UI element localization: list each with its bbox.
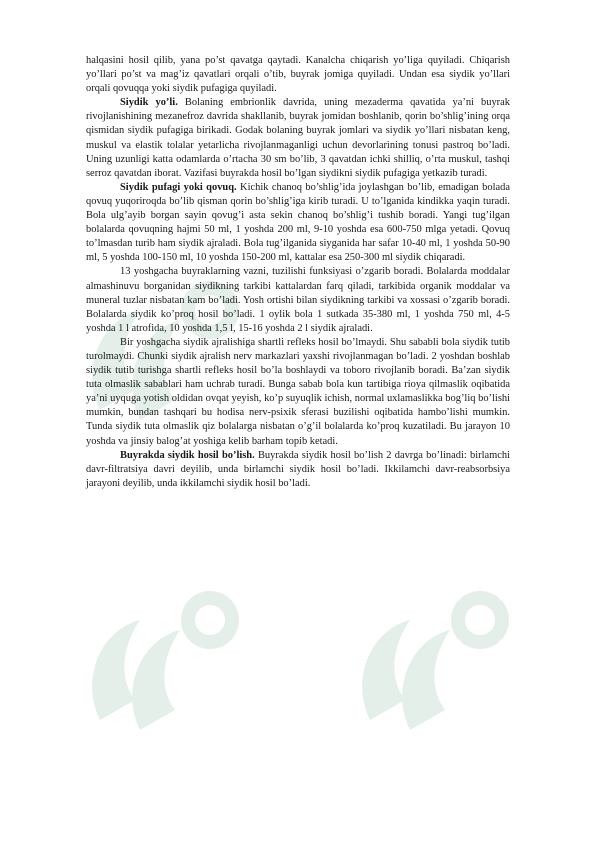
paragraph-text: 13 yoshgacha buyraklarning vazni, tuzilishi funksiyasi o’zgarib boradi. Bolalarda moddalar almashinuvu borganidan siydikning tarkibi kattalardan farq qiladi, tarkibida organik moddalar va muneral tuzlar nisbatan kam bo’ladi. Yosh ortishi bilan siydikning tarkibi va xossasi o’zgarib boradi. Bolalarda siydik ko’proq hosil bo’ladi. 1 oylik bola 1 sutkada 35-380 ml, 1 yoshda 750 ml, 4-5 yoshda 1 l atrofida, 10 yoshda 1,5 l, 15-16 yoshda 2 l siydik ajraladi. — [86, 266, 510, 334]
paragraph-text: Kichik chanoq bo’shlig’ida joylashgan bo’lib, emadigan bolada qovuq yuqoriroqda bo’lib qisman qorin bo’shlig’iga kirib turadi. U to’lganida kindikka yaqin turadi. Bola ulg’ayib borgan sayin qovug’i asta sekin chanoq bo’shlig’i tushib boradi. Yangi tug’ilgan bolalarda qovuqning hajmi 50 ml, 1 yoshda 200 ml, 9-10 yoshda esa 600-750 mlga yetadi. Qovuq to’lmasdan turib ham siydik ajraladi. Bola tug’ilganida siyganida har safar 10-40 ml, 1 yoshda 50-90 ml, 5 yoshda 100-150 ml, 10 yoshda 150-200 ml, kattalar esa 250-300 ml siydik chiqaradi. — [86, 181, 510, 264]
paragraph-text: Bolaning embrionlik davrida, uning mezaderma qavatida ya’ni buyrak rivojlanishining mezanefroz davrida shakllanib, buyrak jomidan boshlanib, qorin bo’shlig’ining orqa qismidan siydik pufagiga birikadi. Godak bolaning buyrak jomlari va siydik yo’llari nisbatan keng, muskul va elastik tolalar yetarlicha rivojlanmaganligi uchun devorlarining tonusi pastroq bo’ladi. Uning uzunligi katta odamlarda o’rtacha 30 sm bo’lib, 3 qavatdan ichki shilliq, o’rta muskul, tashqi serroz qavatdan iborat. Vazifasi buyrakda hosil bo’lgan siydikni siydik pufagiga yetkazib turadi. — [86, 97, 510, 179]
paragraph-text: Buyrakda siydik hosil bo’lish 2 davrga bo’linadi: birlamchi davr-filtratsiya davri deyilib, unda birlamchi siydik hosil bo’ladi. Ikkilamchi davr-reabsorbsiya jarayoni deyilib, unda ikkilamchi siydik hosil bo’ladi. — [86, 449, 510, 489]
paragraph-lead: Siydik yo’li. — [120, 97, 178, 109]
watermark-logo-icon — [330, 560, 530, 760]
paragraph-1 — [86, 54, 510, 96]
paragraph-2 — [86, 96, 510, 181]
paragraph-text: Bir yoshgacha siydik ajralishiga shartli refleks hosil bo’lmaydi. Shu sababli bola siydik tutib turolmaydi. Chunki siydik ajralish nerv markazlari yaxshi rivojlanmagan bo’ladi. 2 yoshdan boshlab siydik tutib turishga shartli refleks hosil bo’la boshlaydi va toboro rivojlanib boradi. Ba’zan siydik tuta olmaslik sabablari ham uchrab turadi. Bunga sabab bola kun tartibiga rioya qilmaslik oqibatida ya’ni uyquga yotish oldidan ovqat yeyish, ko’p suyuqlik ichish, normal uxlamaslikka bog’liq bo’lishi mumkin, bundan tashqari bu hodisa nerv-psixik sferasi buzilishi oqibatida hambo’lishi mumkin. Tunda siydik tuta olmaslik qiz bolalarga nisbatan o’g’il bolalarda ko’proq kuzatiladi. Bu jarayon 10 yoshda va jinsiy balog’at yoshiga kelib barham topib ketadi. — [86, 336, 510, 447]
paragraph-4 — [86, 265, 510, 335]
paragraph-lead: Buyrakda siydik hosil bo’lish. — [120, 449, 255, 461]
paragraph-text: halqasini hosil qilib, yana po’st qavatga qaytadi. Kanalcha chiqarish yo’liga quyiladi. Chiqarish yo’llari po’st va mag’iz qavatlari orqali o’tib, buyrak jomiga quyiladi. Undan esa siydik yo’llari orqali qovuqqa yoki siydik pufagiga quyiladi. — [86, 55, 510, 95]
paragraph-3 — [86, 181, 510, 266]
paragraph-6 — [86, 449, 510, 491]
watermark-logo-icon — [60, 560, 260, 760]
paragraph-lead: Siydik pufagi yoki qovuq. — [120, 181, 237, 193]
paragraph-5 — [86, 336, 510, 449]
document-body — [86, 54, 510, 491]
